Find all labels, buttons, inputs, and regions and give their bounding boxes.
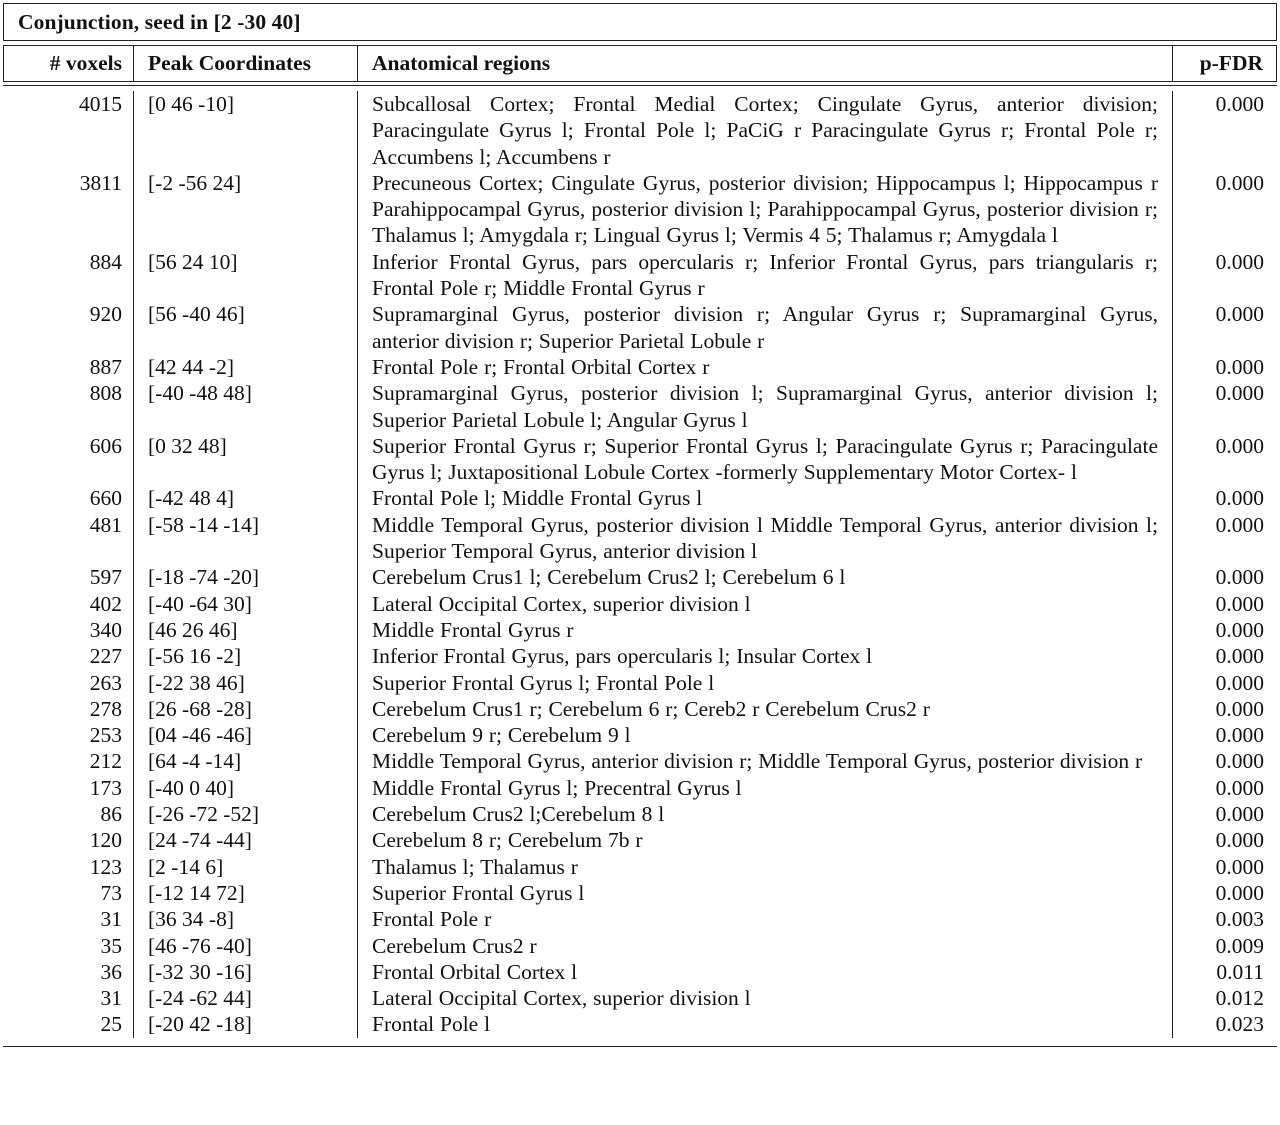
cell-anatomical-regions: Frontal Pole r; Frontal Orbital Cortex r [358,354,1173,380]
cell-peak-coordinates: [-18 -74 -20] [134,564,358,590]
table-row [3,564,1277,590]
table-row [3,643,1277,669]
cell-p-fdr: 0.000 [1215,170,1264,195]
cell-p-fdr: 0.000 [1215,591,1264,616]
table-caption [3,4,1277,41]
cell-p-fdr: 0.000 [1215,486,1264,511]
table-row [3,775,1277,801]
cell-voxels: 31 [3,985,134,1011]
cell-p-fdr: 0.000 [1215,565,1264,590]
table-row [3,354,1277,380]
table-row [3,301,1277,354]
cell-p-fdr: 0.000 [1215,828,1264,853]
cell-anatomical-regions: Middle Frontal Gyrus r [358,617,1173,643]
cell-anatomical-regions: Middle Temporal Gyrus, anterior division r; Middle Temporal Gyrus, posterior division r [358,748,1173,774]
caption-text: Conjunction, seed in [2 -30 40] [18,9,301,34]
cell-peak-coordinates: [04 -46 -46] [134,722,358,748]
cell-anatomical-regions: Superior Frontal Gyrus l; Frontal Pole l [358,670,1173,696]
cell-anatomical-regions: Cerebelum Crus1 l; Cerebelum Crus2 l; Cerebelum 6 l [358,564,1173,590]
cell-anatomical-regions: Cerebelum Crus1 r; Cerebelum 6 r; Cereb2 r Cerebelum Crus2 r [358,696,1173,722]
table-body [3,86,1277,1047]
cell-peak-coordinates: [64 -4 -14] [134,748,358,774]
cell-anatomical-regions: Inferior Frontal Gyrus, pars opercularis l; Insular Cortex l [358,643,1173,669]
cell-voxels: 340 [3,617,134,643]
cell-p-fdr: 0.000 [1215,696,1264,721]
cell-p-fdr: 0.000 [1215,92,1264,116]
table-header [3,45,1277,82]
cell-anatomical-regions: Frontal Orbital Cortex l [358,959,1173,985]
cell-peak-coordinates: [-40 -64 30] [134,591,358,617]
cell-anatomical-regions: Supramarginal Gyrus, posterior division l; Supramarginal Gyrus, anterior division l; Superior Parietal Lobule l; Angular Gyrus l [358,380,1173,433]
cell-voxels: 920 [3,301,134,354]
table-row [3,959,1277,985]
cell-peak-coordinates: [24 -74 -44] [134,827,358,853]
cell-peak-coordinates: [-12 14 72] [134,880,358,906]
cell-anatomical-regions: Frontal Pole l [358,1011,1173,1037]
cell-anatomical-regions: Supramarginal Gyrus, posterior division r; Angular Gyrus r; Supramarginal Gyrus, anterior division r; Superior Parietal Lobule r [358,301,1173,354]
cell-anatomical-regions: Lateral Occipital Cortex, superior division l [358,985,1173,1011]
cell-peak-coordinates: [0 46 -10] [134,91,358,170]
cell-peak-coordinates: [-40 0 40] [134,775,358,801]
cell-voxels: 808 [3,380,134,433]
table-row [3,827,1277,853]
header-peak-coordinates: Peak Coordinates [134,46,358,81]
cell-peak-coordinates: [-20 42 -18] [134,1011,358,1037]
cell-peak-coordinates: [-22 38 46] [134,670,358,696]
cell-voxels: 4015 [3,91,134,170]
cell-voxels: 884 [3,249,134,302]
cell-voxels: 120 [3,827,134,853]
table-row [3,380,1277,433]
table-row [3,512,1277,565]
cell-voxels: 212 [3,748,134,774]
cell-peak-coordinates: [-26 -72 -52] [134,801,358,827]
cell-anatomical-regions: Inferior Frontal Gyrus, pars opercularis r; Inferior Frontal Gyrus, pars triangularis r; Frontal Pole r; Middle Frontal Gyrus r [358,249,1173,302]
cell-peak-coordinates: [26 -68 -28] [134,696,358,722]
cell-p-fdr: 0.000 [1215,802,1264,827]
cell-p-fdr: 0.003 [1215,907,1264,932]
cell-p-fdr: 0.000 [1215,381,1264,406]
cell-voxels: 606 [3,433,134,486]
cell-p-fdr: 0.012 [1215,986,1264,1011]
cell-voxels: 278 [3,696,134,722]
cell-p-fdr: 0.011 [1216,959,1264,984]
cell-anatomical-regions: Superior Frontal Gyrus l [358,880,1173,906]
table-row [3,696,1277,722]
cell-anatomical-regions: Frontal Pole r [358,906,1173,932]
cell-peak-coordinates: [-2 -56 24] [134,170,358,249]
cell-voxels: 86 [3,801,134,827]
cell-peak-coordinates: [-42 48 4] [134,485,358,511]
cell-voxels: 36 [3,959,134,985]
cell-p-fdr: 0.000 [1215,617,1264,642]
table-row [3,801,1277,827]
table-row [3,1011,1277,1037]
cell-peak-coordinates: [-32 30 -16] [134,959,358,985]
cell-p-fdr: 0.000 [1215,249,1264,274]
header-voxels: # voxels [3,46,134,81]
cell-anatomical-regions: Thalamus l; Thalamus r [358,854,1173,880]
cell-anatomical-regions: Subcallosal Cortex; Frontal Medial Cortex; Cingulate Gyrus, anterior division; Paracingulate Gyrus l; Frontal Pole l; PaCiG r Paracingulate Gyrus r; Frontal Pole r; Accumbens l; Accumbens r [358,91,1173,170]
cell-p-fdr: 0.000 [1215,512,1264,537]
cell-p-fdr: 0.000 [1215,670,1264,695]
table-row [3,748,1277,774]
cell-peak-coordinates: [56 -40 46] [134,301,358,354]
cell-peak-coordinates: [46 -76 -40] [134,933,358,959]
cell-voxels: 253 [3,722,134,748]
table-row [3,670,1277,696]
cell-voxels: 263 [3,670,134,696]
cell-anatomical-regions: Middle Frontal Gyrus l; Precentral Gyrus l [358,775,1173,801]
cell-anatomical-regions: Cerebelum Crus2 l;Cerebelum 8 l [358,801,1173,827]
table-row [3,91,1277,170]
cell-peak-coordinates: [-58 -14 -14] [134,512,358,565]
table-row [3,591,1277,617]
cell-p-fdr: 0.000 [1215,354,1264,379]
cell-anatomical-regions: Cerebelum Crus2 r [358,933,1173,959]
table-row [3,617,1277,643]
cell-p-fdr: 0.000 [1215,723,1264,748]
table-row [3,249,1277,302]
cell-p-fdr: 0.009 [1215,933,1264,958]
header-p-fdr: p-FDR [1173,46,1277,81]
cell-peak-coordinates: [-56 16 -2] [134,643,358,669]
cell-peak-coordinates: [-40 -48 48] [134,380,358,433]
cell-peak-coordinates: [56 24 10] [134,249,358,302]
cell-voxels: 73 [3,880,134,906]
cell-peak-coordinates: [2 -14 6] [134,854,358,880]
cell-p-fdr: 0.023 [1215,1012,1264,1037]
table-row [3,433,1277,486]
cell-peak-coordinates: [0 32 48] [134,433,358,486]
cell-voxels: 660 [3,485,134,511]
cell-p-fdr: 0.000 [1215,854,1264,879]
results-table [3,3,1277,1047]
cell-voxels: 3811 [3,170,134,249]
table-row [3,880,1277,906]
cell-p-fdr: 0.000 [1215,644,1264,669]
cell-p-fdr: 0.000 [1215,749,1264,774]
cell-peak-coordinates: [46 26 46] [134,617,358,643]
cell-peak-coordinates: [42 44 -2] [134,354,358,380]
cell-voxels: 123 [3,854,134,880]
table-row [3,906,1277,932]
cell-voxels: 887 [3,354,134,380]
cell-peak-coordinates: [-24 -62 44] [134,985,358,1011]
cell-peak-coordinates: [36 34 -8] [134,906,358,932]
table-row [3,722,1277,748]
table-row [3,933,1277,959]
cell-p-fdr: 0.000 [1215,433,1264,458]
table-row [3,170,1277,249]
cell-voxels: 31 [3,906,134,932]
cell-voxels: 402 [3,591,134,617]
cell-voxels: 481 [3,512,134,565]
cell-voxels: 173 [3,775,134,801]
table-row [3,485,1277,511]
cell-anatomical-regions: Precuneous Cortex; Cingulate Gyrus, posterior division; Hippocampus l; Hippocampus r Parahippocampal Gyrus, posterior division l; Parahippocampal Gyrus, posterior division r; Thalamus l; Amygdala r; Lingual Gyrus l; Vermis 4 5; Thalamus r; Amygdala l [358,170,1173,249]
cell-anatomical-regions: Cerebelum 9 r; Cerebelum 9 l [358,722,1173,748]
cell-voxels: 597 [3,564,134,590]
table-row [3,985,1277,1011]
cell-p-fdr: 0.000 [1215,880,1264,905]
table-row [3,854,1277,880]
cell-p-fdr: 0.000 [1215,775,1264,800]
cell-anatomical-regions: Frontal Pole l; Middle Frontal Gyrus l [358,485,1173,511]
cell-p-fdr: 0.000 [1215,302,1264,327]
cell-anatomical-regions: Middle Temporal Gyrus, posterior division l Middle Temporal Gyrus, anterior division l; Superior Temporal Gyrus, anterior division l [358,512,1173,565]
header-anatomical-regions: Anatomical regions [358,46,1173,81]
cell-voxels: 25 [3,1011,134,1037]
cell-voxels: 227 [3,643,134,669]
cell-anatomical-regions: Cerebelum 8 r; Cerebelum 7b r [358,827,1173,853]
cell-voxels: 35 [3,933,134,959]
cell-anatomical-regions: Lateral Occipital Cortex, superior division l [358,591,1173,617]
cell-anatomical-regions: Superior Frontal Gyrus r; Superior Frontal Gyrus l; Paracingulate Gyrus r; Paracingulate Gyrus l; Juxtapositional Lobule Cortex -formerly Supplementary Motor Cortex- l [358,433,1173,486]
